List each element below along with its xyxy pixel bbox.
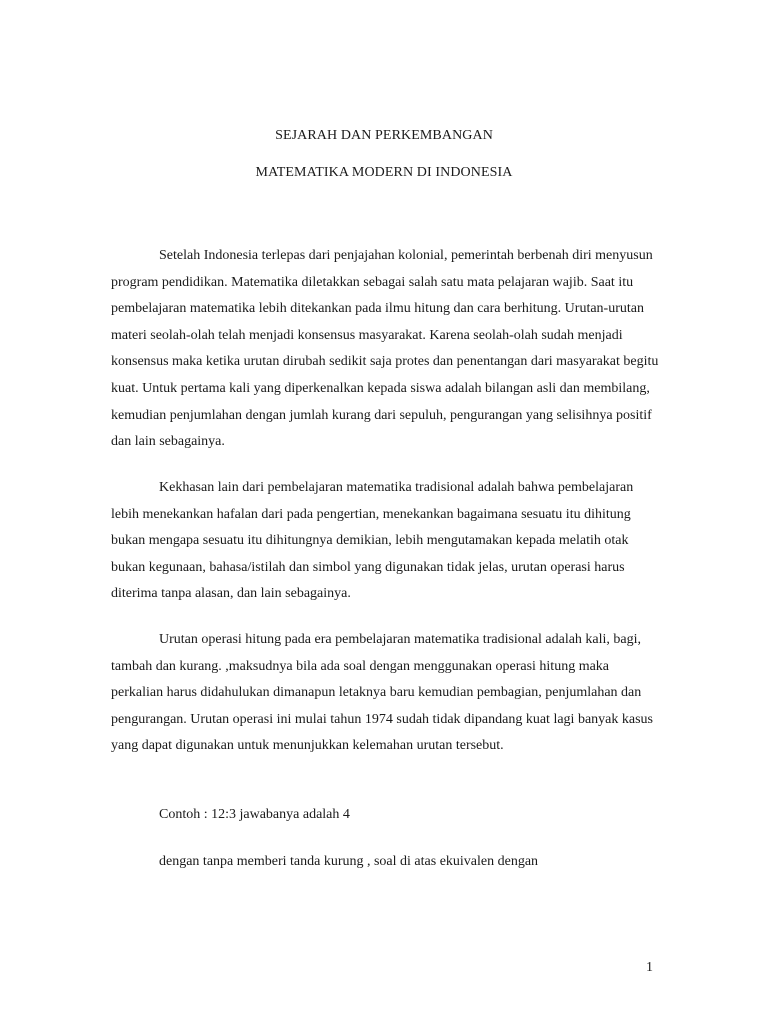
paragraph-1: Setelah Indonesia terlepas dari penjajahan kolonial, pemerintah berbenah diri menyusun program pendidikan. Matematika diletakkan sebagai salah satu mata pelajaran wajib. Saat itu pembelajaran matematika lebih ditekankan pada ilmu hitung dan cara berhitung. Urutan-urutan materi seolah-olah telah menjadi konsensus masyarakat. Karena seolah-olah sudah menjadi konsensus maka ketika urutan dirubah sedikit saja protes dan penentangan dari masyarakat begitu kuat. Untuk pertama kali yang diperkenalkan kepada siswa adalah bilangan asli dan membilang, kemudian penjumlahan dengan jumlah kurang dari sepuluh, pengurangan yang selisihnya positif dan lain sebagainya. — [111, 248, 659, 450]
followup-line: dengan tanpa memberi tanda kurung , soal di atas ekuivalen dengan — [159, 854, 539, 869]
paragraph-3: Urutan operasi hitung pada era pembelajaran matematika tradisional adalah kali, bagi, tambah dan kurang. ,maksudnya bila ada soal dengan menggunakan operasi hitung maka perkalian harus didahulukan dimanapun letaknya baru kemudian pembagian, penjumlahan dan pengurangan. Urutan operasi ini mulai tahun 1974 sudah tidak dipandang kuat lagi banyak kasus yang dapat digunakan untuk menunjukkan kelemahan urutan tersebut. — [111, 632, 653, 754]
paragraph-2: Kekhasan lain dari pembelajaran matematika tradisional adalah bahwa pembelajaran lebih menekankan hafalan dari pada pengertian, menekankan bagaimana sesuatu itu dihitung bukan mengapa sesuatu itu dihitungnya demikian, lebih mengutamakan kepada melatih otak bukan kegunaan, bahasa/istilah dan simbol yang digunakan tidak jelas, urutan operasi harus diterima tanpa alasan, dan lain sebagainya. — [111, 480, 634, 602]
page-number: 1 — [646, 960, 653, 975]
document-title-line-1: SEJARAH DAN PERKEMBANGAN — [275, 128, 493, 143]
example-line: Contoh : 12:3 jawabanya adalah 4 — [159, 807, 350, 822]
document-title-line-2: MATEMATIKA MODERN DI INDONESIA — [255, 165, 513, 180]
